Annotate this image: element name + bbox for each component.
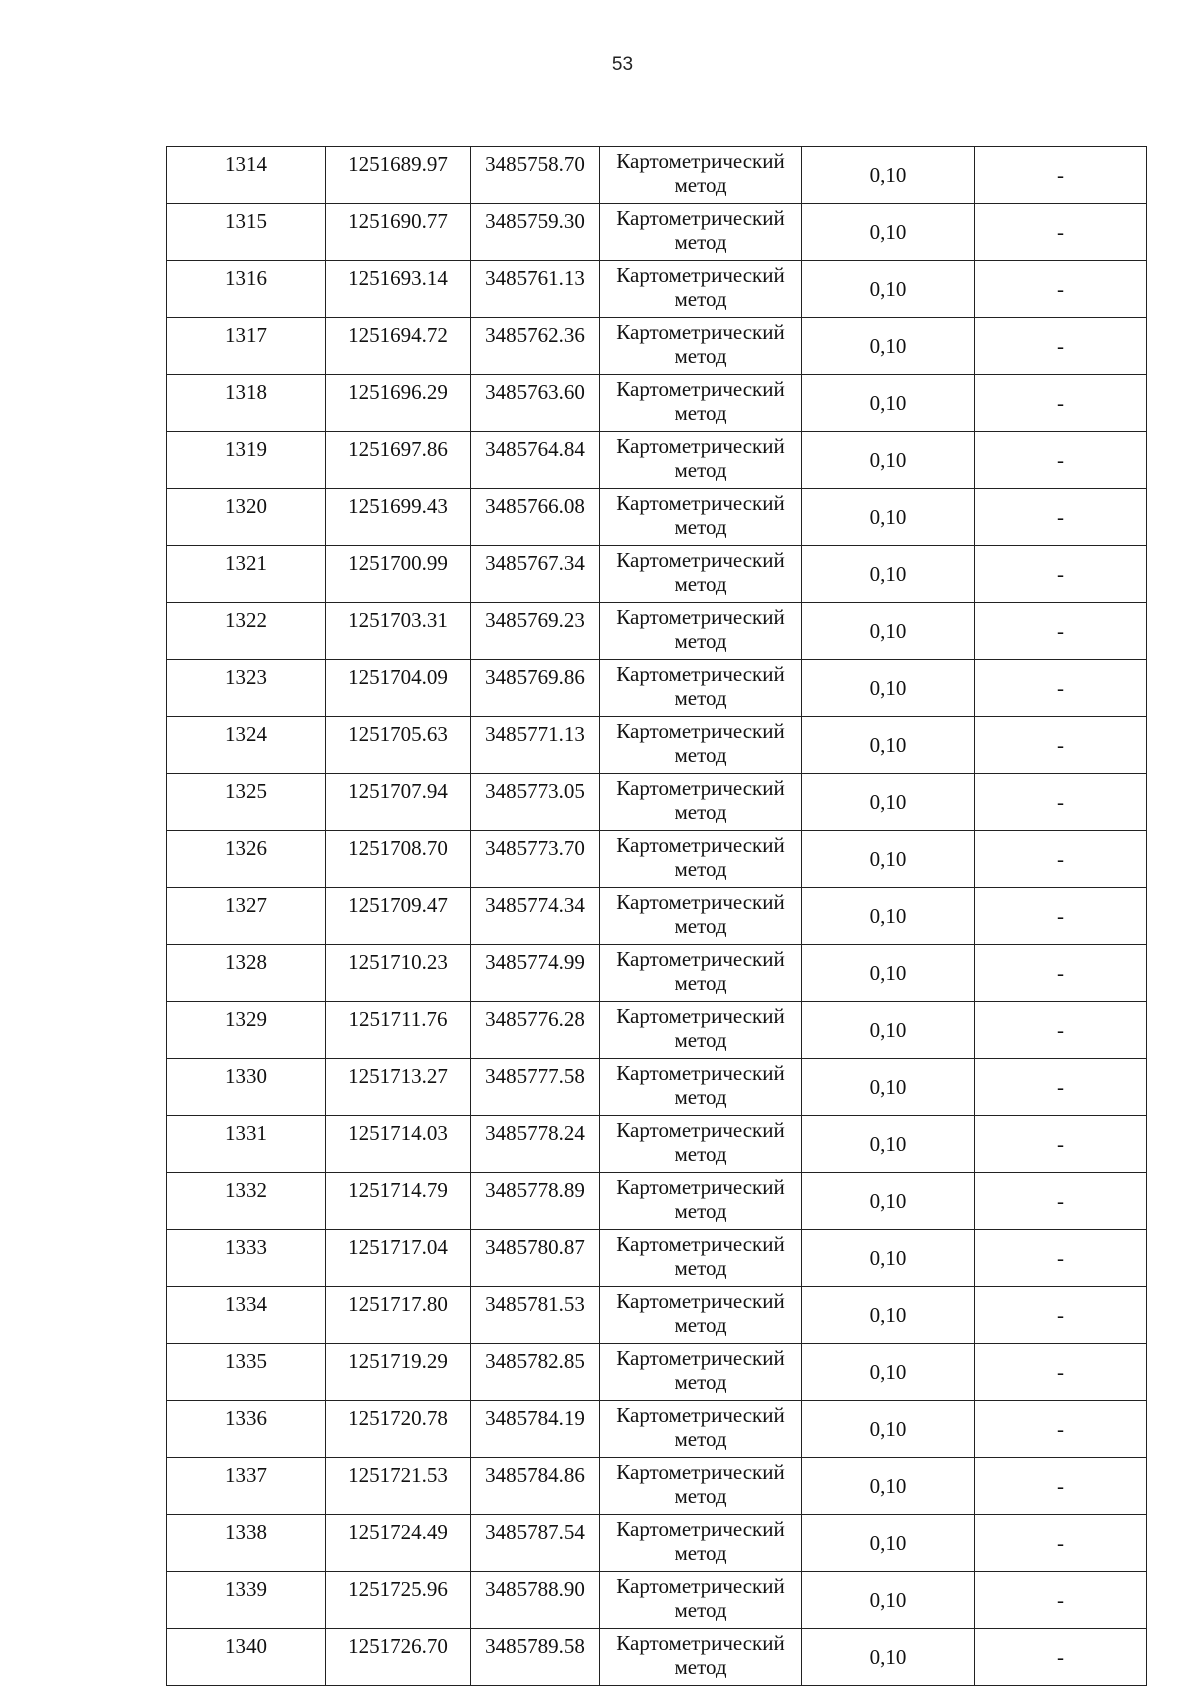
- accuracy-cell: 0,10: [802, 318, 975, 375]
- y-coordinate-cell: 3485769.23: [471, 603, 600, 660]
- point-number-cell: 1327: [167, 888, 326, 945]
- y-coordinate-cell: 3485763.60: [471, 375, 600, 432]
- accuracy-cell: 0,10: [802, 432, 975, 489]
- table-row: [167, 204, 1147, 261]
- method-line-2: метод: [674, 1028, 727, 1052]
- table-row: [167, 147, 1147, 204]
- y-coordinate-cell: 3485767.34: [471, 546, 600, 603]
- method-line-2: метод: [674, 1199, 727, 1223]
- method-line-2: метод: [674, 230, 727, 254]
- table-row: [167, 1116, 1147, 1173]
- method-line-2: метод: [674, 1598, 727, 1622]
- method-line-2: метод: [674, 1541, 727, 1565]
- note-cell: -: [975, 489, 1147, 546]
- y-coordinate-cell: 3485780.87: [471, 1230, 600, 1287]
- x-coordinate-cell: 1251726.70: [326, 1629, 471, 1686]
- accuracy-cell: 0,10: [802, 1344, 975, 1401]
- method-cell: [600, 717, 802, 774]
- method-line-2: метод: [674, 971, 727, 995]
- accuracy-cell: 0,10: [802, 717, 975, 774]
- note-cell: -: [975, 546, 1147, 603]
- y-coordinate-cell: 3485787.54: [471, 1515, 600, 1572]
- table-row: [167, 1629, 1147, 1686]
- method-line-1: Картометрический: [616, 320, 785, 344]
- method-line-1: Картометрический: [616, 833, 785, 857]
- y-coordinate-cell: 3485774.99: [471, 945, 600, 1002]
- table-row: [167, 1515, 1147, 1572]
- y-coordinate-cell: 3485778.24: [471, 1116, 600, 1173]
- x-coordinate-cell: 1251710.23: [326, 945, 471, 1002]
- y-coordinate-cell: 3485778.89: [471, 1173, 600, 1230]
- method-line-1: Картометрический: [616, 206, 785, 230]
- table-row: [167, 603, 1147, 660]
- point-number-cell: 1317: [167, 318, 326, 375]
- method-line-1: Картометрический: [616, 1346, 785, 1370]
- table-row: [167, 1059, 1147, 1116]
- x-coordinate-cell: 1251697.86: [326, 432, 471, 489]
- note-cell: -: [975, 1002, 1147, 1059]
- note-cell: -: [975, 1287, 1147, 1344]
- x-coordinate-cell: 1251717.04: [326, 1230, 471, 1287]
- method-line-1: Картометрический: [616, 605, 785, 629]
- method-cell: [600, 432, 802, 489]
- method-cell: [600, 1629, 802, 1686]
- note-cell: -: [975, 717, 1147, 774]
- method-line-2: метод: [674, 287, 727, 311]
- point-number-cell: 1339: [167, 1572, 326, 1629]
- y-coordinate-cell: 3485777.58: [471, 1059, 600, 1116]
- accuracy-cell: 0,10: [802, 603, 975, 660]
- x-coordinate-cell: 1251717.80: [326, 1287, 471, 1344]
- x-coordinate-cell: 1251705.63: [326, 717, 471, 774]
- point-number-cell: 1320: [167, 489, 326, 546]
- method-cell: [600, 546, 802, 603]
- table-row: [167, 261, 1147, 318]
- method-line-1: Картометрический: [616, 947, 785, 971]
- x-coordinate-cell: 1251694.72: [326, 318, 471, 375]
- method-cell: [600, 1515, 802, 1572]
- method-line-2: метод: [674, 572, 727, 596]
- method-line-2: метод: [674, 1256, 727, 1280]
- accuracy-cell: 0,10: [802, 147, 975, 204]
- method-line-2: метод: [674, 629, 727, 653]
- method-cell: [600, 318, 802, 375]
- table-row: [167, 546, 1147, 603]
- x-coordinate-cell: 1251700.99: [326, 546, 471, 603]
- accuracy-cell: 0,10: [802, 1572, 975, 1629]
- method-cell: [600, 489, 802, 546]
- x-coordinate-cell: 1251714.03: [326, 1116, 471, 1173]
- table-row: [167, 1173, 1147, 1230]
- x-coordinate-cell: 1251724.49: [326, 1515, 471, 1572]
- point-number-cell: 1333: [167, 1230, 326, 1287]
- table-row: [167, 1287, 1147, 1344]
- method-cell: [600, 204, 802, 261]
- method-line-1: Картометрический: [616, 1118, 785, 1142]
- accuracy-cell: 0,10: [802, 204, 975, 261]
- method-line-1: Картометрический: [616, 434, 785, 458]
- method-line-2: метод: [674, 1655, 727, 1679]
- accuracy-cell: 0,10: [802, 375, 975, 432]
- y-coordinate-cell: 3485773.70: [471, 831, 600, 888]
- method-line-1: Картометрический: [616, 1517, 785, 1541]
- y-coordinate-cell: 3485774.34: [471, 888, 600, 945]
- method-cell: [600, 375, 802, 432]
- method-cell: [600, 1230, 802, 1287]
- x-coordinate-cell: 1251699.43: [326, 489, 471, 546]
- method-line-1: Картометрический: [616, 719, 785, 743]
- accuracy-cell: 0,10: [802, 1059, 975, 1116]
- method-line-2: метод: [674, 344, 727, 368]
- method-line-2: метод: [674, 686, 727, 710]
- y-coordinate-cell: 3485782.85: [471, 1344, 600, 1401]
- method-cell: [600, 660, 802, 717]
- page-number: 53: [611, 54, 634, 75]
- point-number-cell: 1321: [167, 546, 326, 603]
- method-cell: [600, 1458, 802, 1515]
- table-row: [167, 375, 1147, 432]
- point-number-cell: 1328: [167, 945, 326, 1002]
- coordinates-table-body: [167, 147, 1147, 1686]
- method-line-1: Картометрический: [616, 1232, 785, 1256]
- table-row: [167, 432, 1147, 489]
- method-cell: [600, 147, 802, 204]
- note-cell: -: [975, 1401, 1147, 1458]
- x-coordinate-cell: 1251708.70: [326, 831, 471, 888]
- method-cell: [600, 1572, 802, 1629]
- point-number-cell: 1329: [167, 1002, 326, 1059]
- accuracy-cell: 0,10: [802, 1116, 975, 1173]
- point-number-cell: 1338: [167, 1515, 326, 1572]
- x-coordinate-cell: 1251711.76: [326, 1002, 471, 1059]
- method-line-2: метод: [674, 1142, 727, 1166]
- y-coordinate-cell: 3485766.08: [471, 489, 600, 546]
- point-number-cell: 1318: [167, 375, 326, 432]
- method-cell: [600, 1116, 802, 1173]
- method-line-1: Картометрический: [616, 149, 785, 173]
- method-line-1: Картометрический: [616, 491, 785, 515]
- note-cell: -: [975, 774, 1147, 831]
- accuracy-cell: 0,10: [802, 1002, 975, 1059]
- point-number-cell: 1325: [167, 774, 326, 831]
- y-coordinate-cell: 3485771.13: [471, 717, 600, 774]
- note-cell: -: [975, 204, 1147, 261]
- table-row: [167, 831, 1147, 888]
- table-row: [167, 888, 1147, 945]
- method-line-1: Картометрический: [616, 263, 785, 287]
- x-coordinate-cell: 1251721.53: [326, 1458, 471, 1515]
- method-line-2: метод: [674, 914, 727, 938]
- point-number-cell: 1332: [167, 1173, 326, 1230]
- y-coordinate-cell: 3485784.86: [471, 1458, 600, 1515]
- method-line-2: метод: [674, 1427, 727, 1451]
- table-row: [167, 318, 1147, 375]
- table-row: [167, 1002, 1147, 1059]
- method-line-1: Картометрический: [616, 1061, 785, 1085]
- method-line-1: Картометрический: [616, 890, 785, 914]
- x-coordinate-cell: 1251720.78: [326, 1401, 471, 1458]
- x-coordinate-cell: 1251713.27: [326, 1059, 471, 1116]
- note-cell: -: [975, 1344, 1147, 1401]
- point-number-cell: 1337: [167, 1458, 326, 1515]
- point-number-cell: 1314: [167, 147, 326, 204]
- accuracy-cell: 0,10: [802, 546, 975, 603]
- note-cell: -: [975, 945, 1147, 1002]
- method-line-1: Картометрический: [616, 662, 785, 686]
- method-line-2: метод: [674, 743, 727, 767]
- table-row: [167, 1572, 1147, 1629]
- method-line-2: метод: [674, 857, 727, 881]
- method-line-1: Картометрический: [616, 377, 785, 401]
- y-coordinate-cell: 3485773.05: [471, 774, 600, 831]
- method-line-2: метод: [674, 401, 727, 425]
- note-cell: -: [975, 261, 1147, 318]
- accuracy-cell: 0,10: [802, 1401, 975, 1458]
- note-cell: -: [975, 432, 1147, 489]
- y-coordinate-cell: 3485776.28: [471, 1002, 600, 1059]
- note-cell: -: [975, 1629, 1147, 1686]
- note-cell: -: [975, 1572, 1147, 1629]
- note-cell: -: [975, 1173, 1147, 1230]
- y-coordinate-cell: 3485761.13: [471, 261, 600, 318]
- accuracy-cell: 0,10: [802, 1173, 975, 1230]
- method-cell: [600, 261, 802, 318]
- accuracy-cell: 0,10: [802, 1230, 975, 1287]
- method-line-2: метод: [674, 1370, 727, 1394]
- y-coordinate-cell: 3485781.53: [471, 1287, 600, 1344]
- method-cell: [600, 1173, 802, 1230]
- y-coordinate-cell: 3485789.58: [471, 1629, 600, 1686]
- point-number-cell: 1324: [167, 717, 326, 774]
- point-number-cell: 1326: [167, 831, 326, 888]
- y-coordinate-cell: 3485788.90: [471, 1572, 600, 1629]
- method-cell: [600, 603, 802, 660]
- method-line-1: Картометрический: [616, 1403, 785, 1427]
- x-coordinate-cell: 1251709.47: [326, 888, 471, 945]
- note-cell: -: [975, 1116, 1147, 1173]
- point-number-cell: 1330: [167, 1059, 326, 1116]
- note-cell: -: [975, 660, 1147, 717]
- method-cell: [600, 1344, 802, 1401]
- method-cell: [600, 831, 802, 888]
- method-line-1: Картометрический: [616, 776, 785, 800]
- method-line-1: Картометрический: [616, 1004, 785, 1028]
- note-cell: -: [975, 1458, 1147, 1515]
- table-row: [167, 1458, 1147, 1515]
- point-number-cell: 1316: [167, 261, 326, 318]
- note-cell: -: [975, 1515, 1147, 1572]
- note-cell: -: [975, 831, 1147, 888]
- table-row: [167, 489, 1147, 546]
- point-number-cell: 1336: [167, 1401, 326, 1458]
- method-line-1: Картометрический: [616, 1574, 785, 1598]
- table-row: [167, 945, 1147, 1002]
- method-line-1: Картометрический: [616, 1289, 785, 1313]
- y-coordinate-cell: 3485758.70: [471, 147, 600, 204]
- x-coordinate-cell: 1251689.97: [326, 147, 471, 204]
- x-coordinate-cell: 1251703.31: [326, 603, 471, 660]
- note-cell: -: [975, 375, 1147, 432]
- point-number-cell: 1323: [167, 660, 326, 717]
- method-cell: [600, 1401, 802, 1458]
- method-cell: [600, 1002, 802, 1059]
- accuracy-cell: 0,10: [802, 831, 975, 888]
- accuracy-cell: 0,10: [802, 888, 975, 945]
- accuracy-cell: 0,10: [802, 774, 975, 831]
- y-coordinate-cell: 3485784.19: [471, 1401, 600, 1458]
- method-line-2: метод: [674, 173, 727, 197]
- x-coordinate-cell: 1251690.77: [326, 204, 471, 261]
- y-coordinate-cell: 3485762.36: [471, 318, 600, 375]
- accuracy-cell: 0,10: [802, 261, 975, 318]
- point-number-cell: 1315: [167, 204, 326, 261]
- note-cell: -: [975, 1230, 1147, 1287]
- point-number-cell: 1340: [167, 1629, 326, 1686]
- method-line-2: метод: [674, 515, 727, 539]
- method-cell: [600, 774, 802, 831]
- x-coordinate-cell: 1251693.14: [326, 261, 471, 318]
- point-number-cell: 1322: [167, 603, 326, 660]
- method-cell: [600, 1287, 802, 1344]
- x-coordinate-cell: 1251696.29: [326, 375, 471, 432]
- accuracy-cell: 0,10: [802, 660, 975, 717]
- point-number-cell: 1319: [167, 432, 326, 489]
- table-row: [167, 717, 1147, 774]
- note-cell: -: [975, 603, 1147, 660]
- note-cell: -: [975, 147, 1147, 204]
- note-cell: -: [975, 318, 1147, 375]
- accuracy-cell: 0,10: [802, 1515, 975, 1572]
- accuracy-cell: 0,10: [802, 945, 975, 1002]
- point-number-cell: 1331: [167, 1116, 326, 1173]
- y-coordinate-cell: 3485759.30: [471, 204, 600, 261]
- x-coordinate-cell: 1251714.79: [326, 1173, 471, 1230]
- method-cell: [600, 888, 802, 945]
- method-cell: [600, 1059, 802, 1116]
- method-line-2: метод: [674, 1484, 727, 1508]
- table-row: [167, 660, 1147, 717]
- y-coordinate-cell: 3485769.86: [471, 660, 600, 717]
- accuracy-cell: 0,10: [802, 1287, 975, 1344]
- method-line-2: метод: [674, 1313, 727, 1337]
- x-coordinate-cell: 1251707.94: [326, 774, 471, 831]
- method-line-1: Картометрический: [616, 548, 785, 572]
- point-number-cell: 1334: [167, 1287, 326, 1344]
- table-row: [167, 774, 1147, 831]
- table-row: [167, 1230, 1147, 1287]
- method-line-2: метод: [674, 1085, 727, 1109]
- accuracy-cell: 0,10: [802, 489, 975, 546]
- method-cell: [600, 945, 802, 1002]
- x-coordinate-cell: 1251719.29: [326, 1344, 471, 1401]
- note-cell: -: [975, 888, 1147, 945]
- x-coordinate-cell: 1251725.96: [326, 1572, 471, 1629]
- y-coordinate-cell: 3485764.84: [471, 432, 600, 489]
- method-line-1: Картометрический: [616, 1631, 785, 1655]
- coordinates-table: [166, 146, 1147, 1686]
- method-line-2: метод: [674, 800, 727, 824]
- method-line-2: метод: [674, 458, 727, 482]
- method-line-1: Картометрический: [616, 1460, 785, 1484]
- x-coordinate-cell: 1251704.09: [326, 660, 471, 717]
- point-number-cell: 1335: [167, 1344, 326, 1401]
- accuracy-cell: 0,10: [802, 1458, 975, 1515]
- accuracy-cell: 0,10: [802, 1629, 975, 1686]
- note-cell: -: [975, 1059, 1147, 1116]
- table-row: [167, 1344, 1147, 1401]
- method-line-1: Картометрический: [616, 1175, 785, 1199]
- table-row: [167, 1401, 1147, 1458]
